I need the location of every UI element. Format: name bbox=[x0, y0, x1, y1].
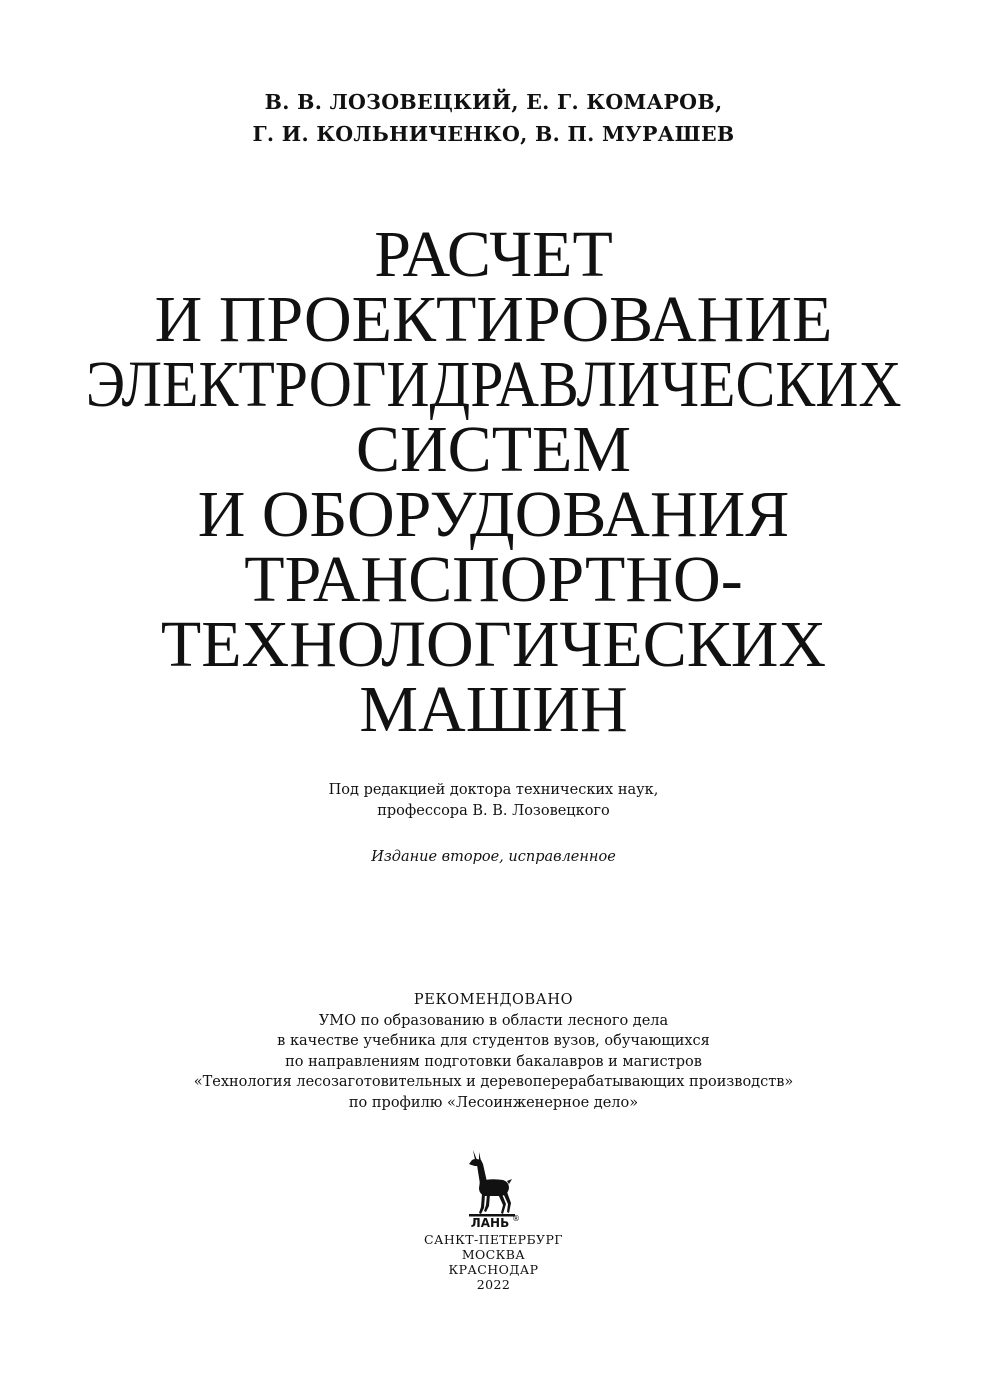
deer-icon bbox=[469, 1150, 515, 1217]
editor-line: профессора В. В. Лозовецкого bbox=[377, 803, 610, 819]
authors-block bbox=[0, 86, 987, 150]
editor-note bbox=[0, 780, 987, 822]
editor-line: Под редакцией доктора технических наук, bbox=[328, 782, 659, 798]
title-line bbox=[0, 348, 987, 421]
edition-note: Издание второе, исправленное bbox=[371, 849, 616, 865]
authors-line: В. В. ЛОЗОВЕЦКИЙ, Е. Г. КОМАРОВ, bbox=[264, 90, 723, 114]
city: КРАСНОДАР bbox=[448, 1262, 539, 1277]
title-line: И ПРОЕКТИРОВАНИЕ bbox=[154, 283, 833, 356]
recommendation-line: по профилю «Лесоинженерное дело» bbox=[348, 1094, 639, 1111]
registered-mark: ® bbox=[512, 1214, 520, 1223]
recommendation-heading: РЕКОМЕНДОВАНО bbox=[413, 992, 574, 1008]
publisher-logo bbox=[463, 1148, 523, 1230]
imprint-block bbox=[0, 1232, 987, 1292]
recommendation-line: УМО по образованию в области лесного дела bbox=[318, 1012, 669, 1029]
title-line: ТРАНСПОРТНО- bbox=[244, 543, 743, 616]
logo-text: ЛАНЬ bbox=[470, 1216, 510, 1230]
title-line: СИСТЕМ bbox=[355, 413, 632, 486]
city: САНКТ-ПЕТЕРБУРГ bbox=[424, 1232, 563, 1247]
recommendation-block bbox=[0, 990, 987, 1114]
recommendation-line: по направлениям подготовки бакалавров и магистров bbox=[285, 1053, 702, 1070]
book-title bbox=[0, 218, 987, 746]
title-line: ТЕХНОЛОГИЧЕСКИХ bbox=[160, 608, 827, 681]
title-line-text: ЭЛЕКТРОГИДРАВЛИЧЕСКИХ bbox=[85, 348, 902, 421]
recommendation-line: «Технология лесозаготовительных и деревоперерабатывающих производств» bbox=[193, 1074, 794, 1091]
authors-line: Г. И. КОЛЬНИЧЕНКО, В. П. МУРАШЕВ bbox=[252, 122, 735, 146]
recommendation-line: в качестве учебника для студентов вузов, обучающихся bbox=[277, 1033, 710, 1050]
title-line: МАШИН bbox=[359, 673, 628, 746]
year: 2022 bbox=[476, 1277, 511, 1292]
city: МОСКВА bbox=[461, 1247, 526, 1262]
title-line: РАСЧЕТ bbox=[374, 218, 613, 291]
title-line: И ОБОРУДОВАНИЯ bbox=[197, 478, 790, 551]
